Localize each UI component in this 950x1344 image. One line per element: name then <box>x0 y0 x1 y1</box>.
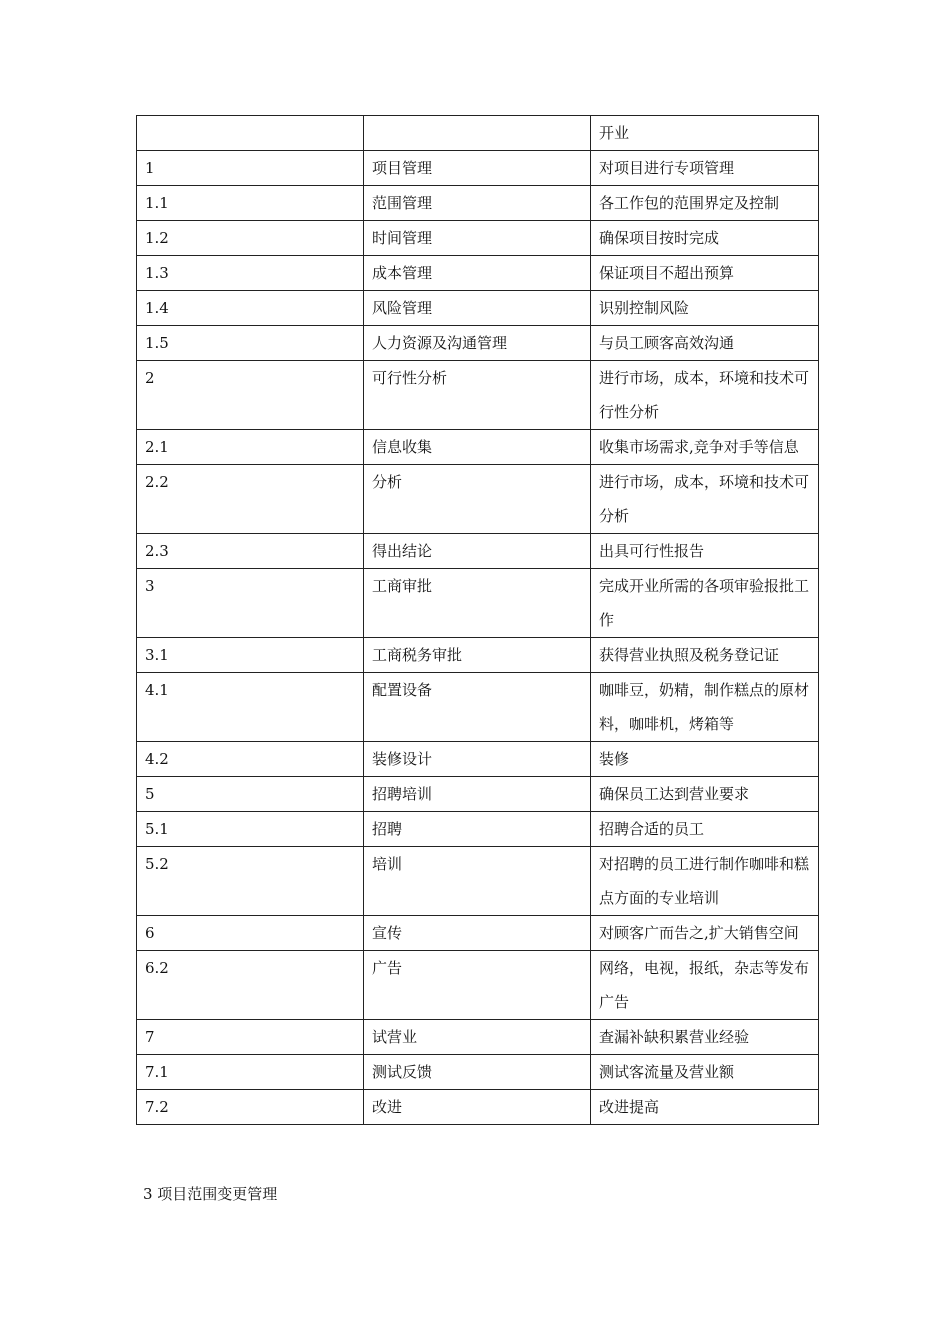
cell-description: 收集市场需求,竞争对手等信息 <box>591 430 819 465</box>
cell-description: 网络，电视，报纸，杂志等发布广告 <box>591 951 819 1020</box>
cell-code: 5.1 <box>137 812 364 847</box>
table-row <box>137 430 819 465</box>
cell-task: 装修设计 <box>364 742 591 777</box>
cell-task: 可行性分析 <box>364 361 591 430</box>
cell-description: 进行市场，成本，环境和技术可分析 <box>591 465 819 534</box>
cell-task: 人力资源及沟通管理 <box>364 326 591 361</box>
cell-code: 2.2 <box>137 465 364 534</box>
table-row <box>137 569 819 638</box>
cell-description: 改进提高 <box>591 1090 819 1125</box>
table-row <box>137 916 819 951</box>
cell-task: 项目管理 <box>364 151 591 186</box>
cell-description: 出具可行性报告 <box>591 534 819 569</box>
cell-code: 6 <box>137 916 364 951</box>
cell-task: 成本管理 <box>364 256 591 291</box>
cell-task: 培训 <box>364 847 591 916</box>
cell-code: 3.1 <box>137 638 364 673</box>
header-cell-description: 开业 <box>591 116 819 151</box>
cell-code: 1.5 <box>137 326 364 361</box>
cell-task: 工商审批 <box>364 569 591 638</box>
cell-code: 6.2 <box>137 951 364 1020</box>
cell-task: 配置设备 <box>364 673 591 742</box>
cell-code: 5 <box>137 777 364 812</box>
cell-task: 招聘培训 <box>364 777 591 812</box>
wbs-table-body <box>137 116 819 1125</box>
table-row <box>137 221 819 256</box>
cell-task: 宣传 <box>364 916 591 951</box>
table-header-row <box>137 116 819 151</box>
cell-task: 广告 <box>364 951 591 1020</box>
cell-description: 与员工顾客高效沟通 <box>591 326 819 361</box>
table-row <box>137 465 819 534</box>
cell-task: 得出结论 <box>364 534 591 569</box>
cell-description: 进行市场，成本，环境和技术可行性分析 <box>591 361 819 430</box>
table-row <box>137 186 819 221</box>
header-cell-code <box>137 116 364 151</box>
table-row <box>137 847 819 916</box>
cell-task: 时间管理 <box>364 221 591 256</box>
cell-description: 确保项目按时完成 <box>591 221 819 256</box>
cell-description: 对项目进行专项管理 <box>591 151 819 186</box>
cell-description: 咖啡豆，奶精，制作糕点的原材料，咖啡机，烤箱等 <box>591 673 819 742</box>
table-row <box>137 326 819 361</box>
cell-description: 获得营业执照及税务登记证 <box>591 638 819 673</box>
table-row <box>137 291 819 326</box>
cell-task: 工商税务审批 <box>364 638 591 673</box>
cell-code: 2 <box>137 361 364 430</box>
table-row <box>137 777 819 812</box>
table-row <box>137 742 819 777</box>
cell-code: 7.1 <box>137 1055 364 1090</box>
table-row <box>137 951 819 1020</box>
header-cell-task <box>364 116 591 151</box>
cell-task: 测试反馈 <box>364 1055 591 1090</box>
cell-code: 1.2 <box>137 221 364 256</box>
cell-description: 查漏补缺积累营业经验 <box>591 1020 819 1055</box>
table-row <box>137 534 819 569</box>
cell-description: 确保员工达到营业要求 <box>591 777 819 812</box>
cell-code: 1 <box>137 151 364 186</box>
cell-task: 风险管理 <box>364 291 591 326</box>
table-row <box>137 1090 819 1125</box>
cell-description: 测试客流量及营业额 <box>591 1055 819 1090</box>
cell-description: 识别控制风险 <box>591 291 819 326</box>
cell-description: 对招聘的员工进行制作咖啡和糕点方面的专业培训 <box>591 847 819 916</box>
table-row <box>137 1020 819 1055</box>
table-row <box>137 361 819 430</box>
table-row <box>137 812 819 847</box>
cell-description: 装修 <box>591 742 819 777</box>
cell-code: 4.1 <box>137 673 364 742</box>
wbs-table <box>136 115 819 1125</box>
cell-task: 招聘 <box>364 812 591 847</box>
table-row <box>137 638 819 673</box>
cell-task: 分析 <box>364 465 591 534</box>
cell-code: 7.2 <box>137 1090 364 1125</box>
cell-code: 5.2 <box>137 847 364 916</box>
cell-task: 改进 <box>364 1090 591 1125</box>
cell-description: 完成开业所需的各项审验报批工作 <box>591 569 819 638</box>
cell-code: 7 <box>137 1020 364 1055</box>
cell-task: 范围管理 <box>364 186 591 221</box>
cell-code: 2.3 <box>137 534 364 569</box>
table-row <box>137 673 819 742</box>
section-heading: 3 项目范围变更管理 <box>143 1185 278 1203</box>
cell-task: 信息收集 <box>364 430 591 465</box>
table-row <box>137 1055 819 1090</box>
cell-code: 1.4 <box>137 291 364 326</box>
cell-code: 2.1 <box>137 430 364 465</box>
cell-code: 4.2 <box>137 742 364 777</box>
cell-code: 3 <box>137 569 364 638</box>
cell-description: 招聘合适的员工 <box>591 812 819 847</box>
table-row <box>137 151 819 186</box>
cell-description: 保证项目不超出预算 <box>591 256 819 291</box>
cell-description: 各工作包的范围界定及控制 <box>591 186 819 221</box>
cell-description: 对顾客广而告之,扩大销售空间 <box>591 916 819 951</box>
cell-task: 试营业 <box>364 1020 591 1055</box>
table-row <box>137 256 819 291</box>
cell-code: 1.1 <box>137 186 364 221</box>
cell-code: 1.3 <box>137 256 364 291</box>
